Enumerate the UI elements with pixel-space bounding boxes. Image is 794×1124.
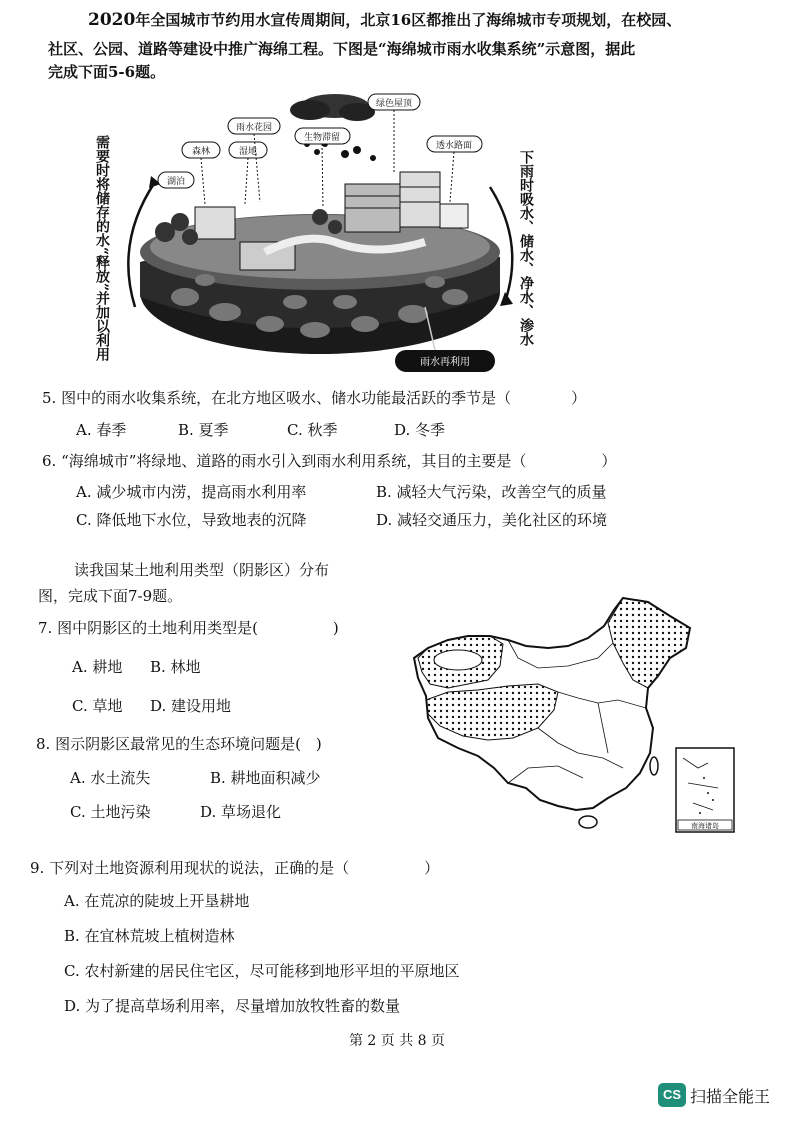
q6-option-d: D. 减轻交通压力，美化社区的环境	[376, 511, 608, 529]
intro-line-2: 社区、公园、道路等建设中推广海绵工程。下图是“海绵城市雨水收集系统”示意图，据此	[48, 40, 636, 58]
label-rain-garden: 雨水花园	[235, 123, 273, 133]
q7-option-b: B. 林地	[150, 658, 201, 676]
intro-year: 2020	[88, 10, 136, 30]
q8-option-c: C. 土地污染	[70, 803, 151, 821]
q8-option-a: A. 水土流失	[70, 769, 151, 787]
q8-option-b: B. 耕地面积减少	[210, 769, 321, 787]
page-number: 第 2 页 共 8 页	[348, 1033, 446, 1049]
map-inset-label: 南海诸岛	[691, 822, 719, 830]
intro-line-1-text: 年全国城市节约用水宣传周期间，北京16区都推出了海绵城市专项规划，在校园、	[135, 11, 682, 29]
reading-line-1: 读我国某土地利用类型（阴影区）分布	[74, 561, 330, 579]
q7-option-a: A. 耕地	[72, 658, 123, 676]
question-6-stem: 6. “海绵城市”将绿地、道路的雨水引入到雨水利用系统，其目的主要是（ ）	[42, 452, 617, 470]
q7-option-d: D. 建设用地	[150, 697, 232, 715]
q8-option-d: D. 草场退化	[200, 803, 282, 821]
sponge-city-diagram	[95, 92, 545, 377]
q9-option-d: D. 为了提高草场利用率，尽量增加放牧牲畜的数量	[64, 997, 401, 1015]
q5-option-a: A. 春季	[76, 421, 127, 439]
camscanner-watermark-text: 扫描全能王	[690, 1089, 771, 1106]
question-5-stem: 5. 图中的雨水收集系统，在北方地区吸水、储水功能最活跃的季节是（ ）	[42, 389, 587, 407]
question-7-stem: 7. 图中阴影区的土地利用类型是( )	[38, 619, 339, 637]
reading-line-2: 图，完成下面7-9题。	[38, 587, 183, 605]
label-permeable-road: 透水路面	[435, 141, 473, 151]
q6-option-c: C. 降低地下水位，导致地表的沉降	[76, 511, 307, 529]
intro-line-3: 完成下面5-6题。	[48, 63, 166, 81]
question-9-stem: 9. 下列对土地资源利用现状的说法，正确的是（ ）	[30, 859, 440, 877]
label-lake: 湖泊	[166, 177, 186, 187]
label-rainwater-reuse: 雨水再利用	[420, 357, 470, 368]
question-8-stem: 8. 图示阴影区最常见的生态环境问题是( )	[36, 735, 322, 753]
sponge-city-illustration	[95, 92, 545, 377]
label-green-roof: 绿色屋顶	[375, 99, 413, 109]
china-outline-map	[408, 588, 738, 840]
q7-option-c: C. 草地	[72, 697, 123, 715]
diagram-right-vertical-text: 下雨时吸水、储水、净水、渗水	[518, 150, 534, 346]
intro-line-1	[88, 10, 681, 30]
q6-option-b: B. 减轻大气污染，改善空气的质量	[376, 483, 607, 501]
diagram-left-vertical-text: 需要时将储存的水“释放”并加以利用	[94, 135, 110, 362]
china-land-use-map	[408, 588, 738, 840]
label-bioretention: 生物滞留	[303, 133, 341, 143]
q9-option-c: C. 农村新建的居民住宅区，尽可能移到地形平坦的平原地区	[64, 962, 460, 980]
camscanner-logo-icon: CS	[658, 1083, 686, 1107]
q6-option-a: A. 减少城市内涝，提高雨水利用率	[76, 483, 307, 501]
q5-option-c: C. 秋季	[287, 421, 338, 439]
q9-option-b: B. 在宜林荒坡上植树造林	[64, 927, 235, 945]
q9-option-a: A. 在荒凉的陡坡上开垦耕地	[64, 892, 250, 910]
label-forest: 森林	[191, 147, 211, 157]
q5-option-d: D. 冬季	[394, 421, 446, 439]
q5-option-b: B. 夏季	[178, 421, 229, 439]
label-wetland: 湿地	[238, 147, 258, 157]
